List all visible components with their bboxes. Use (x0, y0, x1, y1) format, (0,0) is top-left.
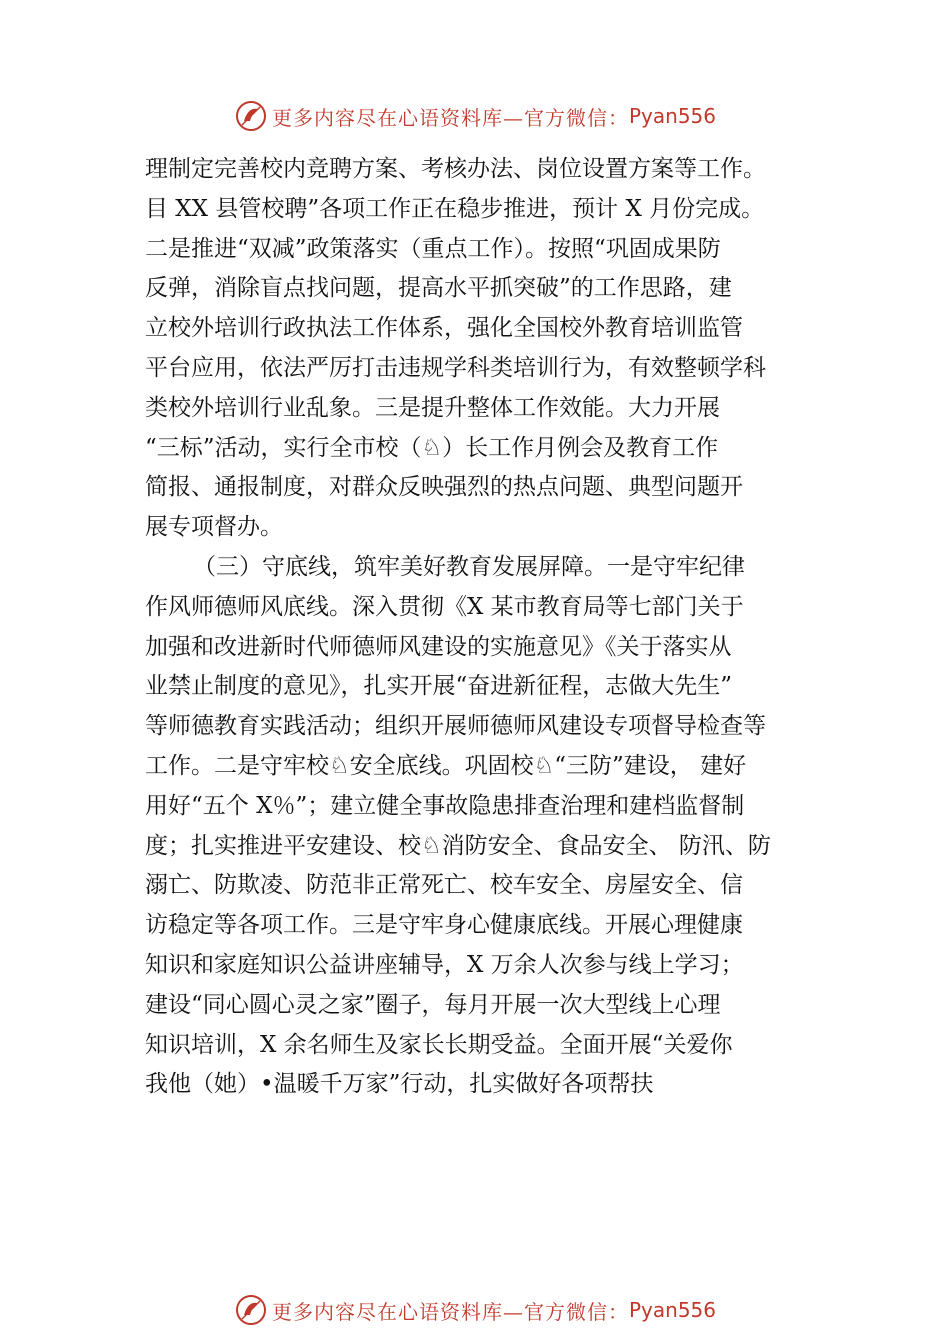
text-line: 度；扎实推进平安建设、校♘消防安全、食品安全、 防汛、防 (145, 832, 771, 859)
header-watermark (0, 96, 950, 136)
text-line: 工作。二是守牢校♘安全底线。巩固校♘“三防”建设， 建好 (145, 752, 747, 779)
logo-icon (234, 99, 268, 133)
logo-icon (234, 1293, 268, 1327)
text-line: （三）守底线，筑牢美好教育发展屏障。一是守牢纪律 (193, 553, 745, 580)
text-line: 等师德教育实践活动；组织开展师德师风建设专项督导检查等 (145, 713, 766, 740)
footer-watermark (0, 1290, 950, 1330)
text-line: “三标”活动，实行全市校（♘）长工作月例会及教育工作 (145, 434, 719, 461)
watermark-text: 更多内容尽在心语资料库—官方微信： (271, 1299, 629, 1324)
watermark-text: 更多内容尽在心语资料库—官方微信： (271, 105, 629, 130)
text-line: 访稳定等各项工作。三是守牢身心健康底线。开展心理健康 (145, 912, 743, 939)
text-line: 我他（她）•温暖千万家”行动，扎实做好各项帮扶 (145, 1071, 654, 1098)
text-line: 作风师德师风底线。深入贯彻《X 某市教育局等七部门关于 (145, 593, 744, 620)
text-line: 知识和家庭知识公益讲座辅导，X 万余人次参与线上学习； (145, 951, 744, 978)
text-line: 展专项督办。 (145, 514, 283, 541)
text-line: 类校外培训行业乱象。三是提升整体工作效能。大力开展 (145, 394, 720, 421)
document-body (145, 150, 835, 1105)
text-line: 业禁止制度的意见》，扎实开展“奋进新征程，志做大先生” (145, 673, 733, 700)
text-line: 用好“五个 X％”；建立健全事故隐患排查治理和建档监督制 (145, 792, 745, 819)
text-line: 立校外培训行政执法工作体系，强化全国校外教育培训监管 (145, 315, 743, 342)
text-line: 知识培训，X 余名师生及家长长期受益。全面开展“关爱你 (145, 1031, 733, 1058)
watermark-id: Pyan556 (628, 1298, 716, 1322)
text-line: 建设“同心圆心灵之家”圈子，每月开展一次大型线上心理 (145, 991, 721, 1018)
text-line: 目 XX 县管校聘”各项工作正在稳步推进，预计 X 月份完成。 (145, 195, 765, 222)
text-line: 简报、通报制度，对群众反映强烈的热点问题、典型问题开 (145, 474, 743, 501)
text-line: 二是推进“双减”政策落实（重点工作）。按照“巩固成果防 (145, 235, 721, 262)
text-line: 反弹，消除盲点找问题，提高水平抓突破”的工作思路，建 (145, 275, 732, 302)
text-line: 理制定完善校内竞聘方案、考核办法、岗位设置方案等工作。 (145, 156, 766, 182)
text-line: 平台应用，依法严厉打击违规学科类培训行为，有效整顿学科 (145, 354, 766, 381)
text-line: 溺亡、防欺凌、防范非正常死亡、校车安全、房屋安全、信 (145, 872, 743, 899)
text-line: 加强和改进新时代师德师风建设的实施意见》《关于落实从 (145, 633, 732, 660)
watermark-id: Pyan556 (628, 104, 716, 128)
